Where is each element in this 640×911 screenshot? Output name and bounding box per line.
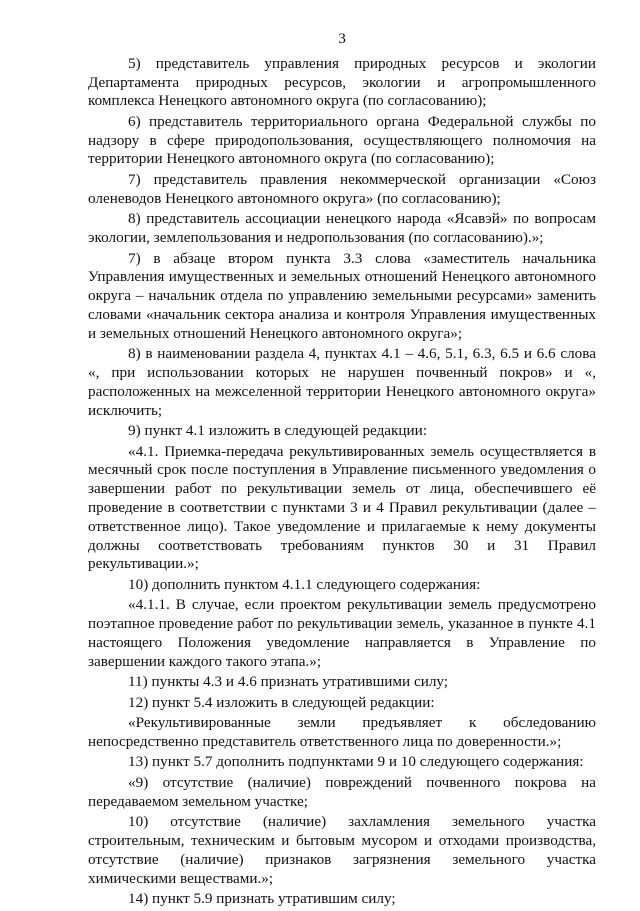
paragraph-clause-4-1-1: «4.1.1. В случае, если проектом рекультивации земель предусмотрено поэтапное проведение работ по рекультивации земель, указанное в пункте 4.1 настоящего Положения уведомление направляется в Управление по завершении каждого такого этапа.»; xyxy=(88,596,596,670)
document-page xyxy=(88,30,596,911)
paragraph-amendment-14: 14) пункт 5.9 признать утратившим силу; xyxy=(128,890,396,908)
paragraph-item-6: 6) представитель территориального органа Федеральной службы по надзору в сфере природопользования, осуществляющего полномочия на территории Ненецкого автономного округа (по согласованию); xyxy=(88,112,596,168)
paragraph-amendment-11: 11) пункты 4.3 и 4.6 признать утратившими силу; xyxy=(128,673,449,691)
page-number: 3 xyxy=(338,30,346,47)
paragraph-item-5: 5) представитель управления природных ресурсов и экологии Департамента природных ресурсов, экологии и агропромышленного комплекса Ненецкого автономного округа (по согласованию); xyxy=(88,54,596,110)
paragraph-amendment-8: 8) в наименовании раздела 4, пунктах 4.1 – 4.6, 5.1, 6.3, 6.5 и 6.6 слова «, при использовании которых не нарушен почвенный покров» и «, расположенных на межселенной территории Ненецкого автономного округа» исключить; xyxy=(88,345,596,419)
paragraph-item-8: 8) представитель ассоциации ненецкого народа «Ясавэй» по вопросам экологии, землепользования и недропользования (по согласованию).»; xyxy=(88,210,596,247)
paragraph-amendment-12: 12) пункт 5.4 изложить в следующей редакции: xyxy=(128,693,435,711)
paragraph-amendment-7: 7) в абзаце втором пункта 3.3 слова «заместитель начальника Управления имущественных и земельных отношений Ненецкого автономного округа – начальник отдела по управлению земельными ресурсами» заменить словами «начальник сектора анализа и контроля Управления имущественных и земельных отношений Ненецкого автономного округа»; xyxy=(88,249,596,342)
paragraph-clause-5-4: «Рекультивированные земли предъявляет к обследованию непосредственно представитель ответственного лица по доверенности.»; xyxy=(88,714,596,750)
paragraph-subclause-9: «9) отсутствие (наличие) повреждений почвенного покрова на передаваемом земельном участке; xyxy=(88,773,596,810)
paragraph-subclause-10: 10) отсутствие (наличие) захламления земельного участка строительным, техническим и бытовым мусором и отходами производства, отсутствие (наличие) признаков загрязнения земельного участка химическими веществами.»; xyxy=(88,813,596,887)
paragraph-amendment-10: 10) дополнить пунктом 4.1.1 следующего содержания: xyxy=(128,575,481,593)
paragraph-clause-4-1: «4.1. Приемка-передача рекультивированных земель осуществляется в месячный срок после поступления в Управление письменного уведомления о завершении работ по рекультивации земель от лица, обеспечившего её проведение в соответствии с пунктами 3 и 4 Правил рекультивации (далее – ответственное лицо). Такое уведомление и прилагаемые к нему документы должны соответствовать требованиям пунктов 30 и 31 Правил рекультивации.»; xyxy=(88,442,596,573)
paragraph-item-7: 7) представитель правления некоммерческой организации «Союз оленеводов Ненецкого автономного округа» (по согласованию); xyxy=(88,170,596,207)
paragraph-amendment-13: 13) пункт 5.7 дополнить подпунктами 9 и 10 следующего содержания: xyxy=(128,753,584,771)
paragraph-amendment-9: 9) пункт 4.1 изложить в следующей редакции: xyxy=(128,422,428,440)
